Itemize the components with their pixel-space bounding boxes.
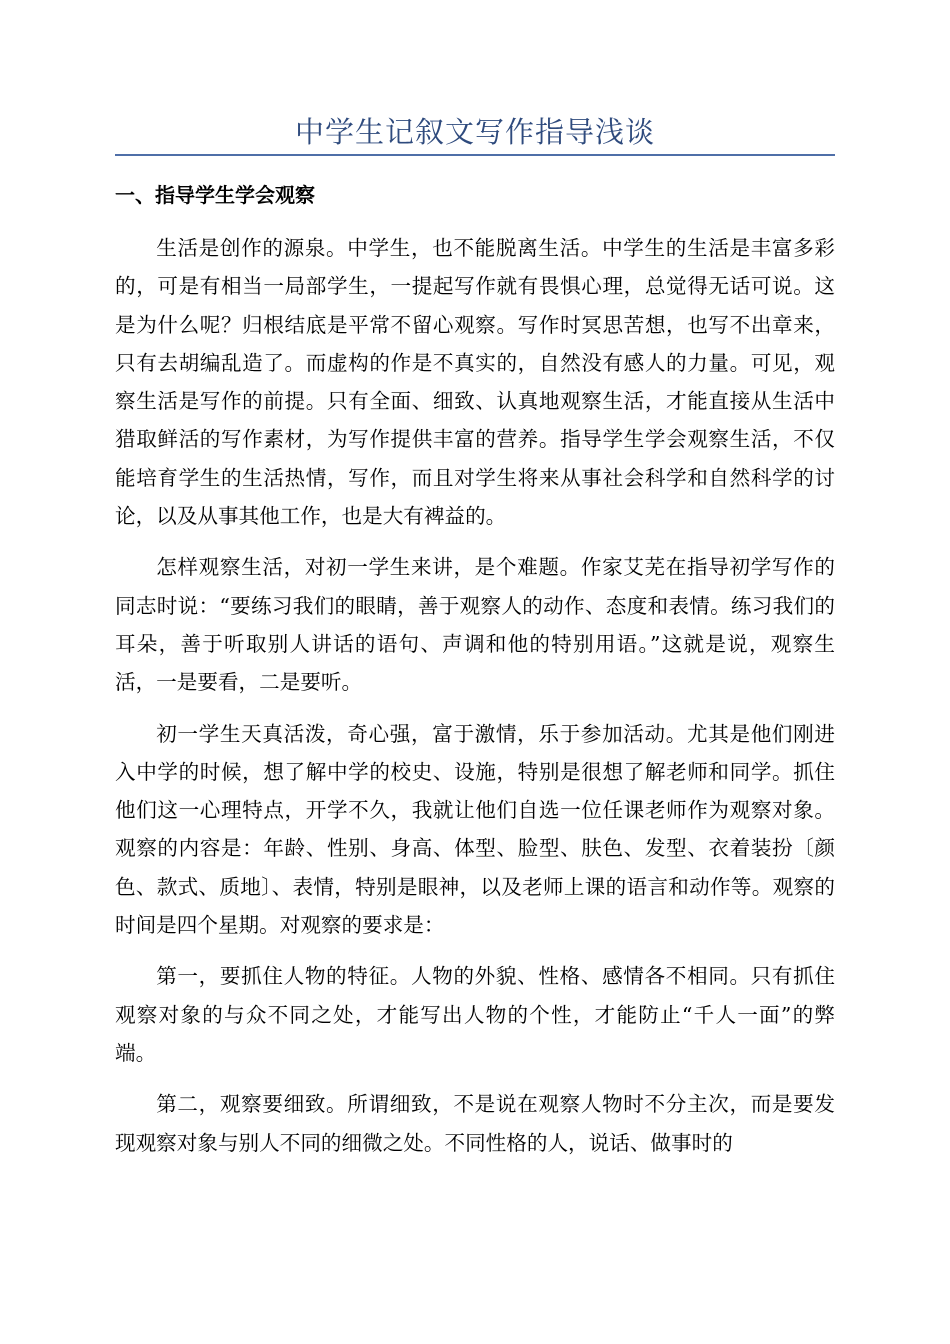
- paragraph: 生活是创作的源泉。中学生，也不能脱离生活。中学生的生活是丰富多彩的，可是有相当一局部学生，一提起写作就有畏惧心理，总觉得无话可说。这是为什么呢？归根结底是平常不留心观察。写作时冥思苦想，也写不出章来，只有去胡编乱造了。而虚构的作是不真实的，自然没有感人的力量。可见，观察生活是写作的前提。只有全面、细致、认真地观察生活，才能直接从生活中猎取鲜活的写作素材，为写作提供丰富的营养。指导学生学会观察生活，不仅能培育学生的生活热情，写作，而且对学生将来从事社会科学和自然科学的讨论，以及从事其他工作，也是大有裨益的。: [115, 236, 835, 529]
- section-heading: 一、指导学生学会观察: [115, 183, 315, 207]
- paragraph: 怎样观察生活，对初一学生来讲，是个难题。作家艾芜在指导初学写作的同志时说：“要练习我们的眼睛，善于观察人的动作、态度和表情。练习我们的耳朵，善于听取别人讲话的语句、声调和他的特别用语。”这就是说，观察生活，一是要看，二是要听。: [115, 555, 835, 695]
- document-title: 中学生记叙文写作指导浅谈: [294, 115, 655, 149]
- paragraph: 第二，观察要细致。所谓细致，不是说在观察人物时不分主次，而是要发现观察对象与别人不同的细微之处。不同性格的人，说话、做事时的: [115, 1092, 835, 1155]
- paragraph: 第一，要抓住人物的特征。人物的外貌、性格、感情各不相同。只有抓住观察对象的与众不同之处，才能写出人物的个性，才能防止“千人一面”的弊端。: [115, 964, 835, 1065]
- document-body: [115, 175, 835, 1175]
- title-underline: [115, 154, 835, 156]
- paragraph: 初一学生天真活泼，奇心强，富于激情，乐于参加活动。尤其是他们刚进入中学的时候，想了解中学的校史、设施，特别是很想了解老师和同学。抓住他们这一心理特点，开学不久，我就让他们自选一位任课老师作为观察对象。观察的内容是：年龄、性别、身高、体型、脸型、肤色、发型、衣着装扮〔颜色、款式、质地〕、表情，特别是眼神，以及老师上课的语言和动作等。观察的时间是四个星期。对观察的要求是：: [115, 721, 835, 938]
